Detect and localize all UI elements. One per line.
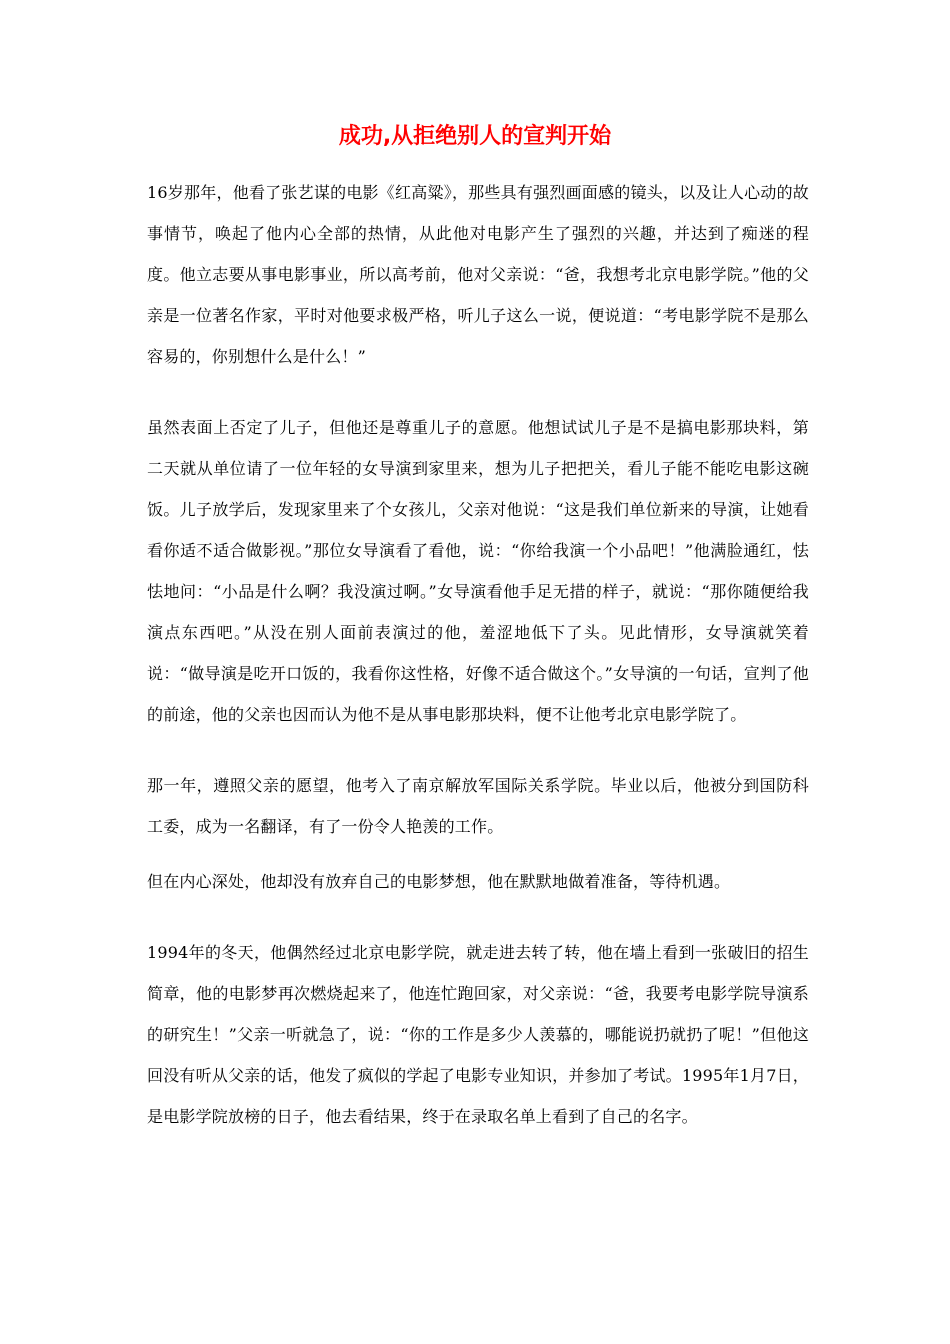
article-body (147, 172, 809, 1167)
paragraph-1: 16岁那年，他看了张艺谋的电影《红高粱》，那些具有强烈画面感的镜头，以及让人心动的故事情节，唤起了他内心全部的热情，从此他对电影产生了强烈的兴趣，并达到了痴迷的程度。他立志要从事电影事业，所以高考前，他对父亲说：“爸，我想考北京电影学院。”他的父亲是一位著名作家，平时对他要求极严格，听儿子这么一说，便说道：“考电影学院不是那么容易的，你别想什么是什么！” (147, 183, 809, 366)
paragraph-3: 那一年，遵照父亲的愿望，他考入了南京解放军国际关系学院。毕业以后，他被分到国防科工委，成为一名翻译，有了一份令人艳羡的工作。 (147, 776, 809, 836)
paragraph-4: 但在内心深处，他却没有放弃自己的电影梦想，他在默默地做着准备，等待机遇。 (147, 872, 731, 891)
article-title: 成功,从拒绝别人的宣判开始 (338, 124, 612, 149)
paragraph-2: 虽然表面上否定了儿子，但他还是尊重儿子的意愿。他想试试儿子是不是搞电影那块料，第二天就从单位请了一位年轻的女导演到家里来，想为儿子把把关，看儿子能不能吃电影这碗饭。儿子放学后，发现家里来了个女孩儿，父亲对他说：“这是我们单位新来的导演，让她看看你适不适合做影视。”那位女导演看了看他，说：“你给我演一个小品吧！”他满脸通红，怯怯地问：“小品是什么啊？我没演过啊。”女导演看他手足无措的样子，就说：“那你随便给我演点东西吧。”从没在别人面前表演过的他，羞涩地低下了头。见此情形，女导演就笑着说：“做导演是吃开口饭的，我看你这性格，好像不适合做这个。”女导演的一句话，宣判了他的前途，他的父亲也因而认为他不是从事电影那块料，便不让他考北京电影学院了。 (147, 418, 809, 724)
paragraph-5: 1994年的冬天，他偶然经过北京电影学院，就走进去转了转，他在墙上看到一张破旧的招生简章，他的电影梦再次燃烧起来了，他连忙跑回家，对父亲说：“爸，我要考电影学院导演系的研究生！”父亲一听就急了，说：“你的工作是多少人羡慕的，哪能说扔就扔了呢！”但他这回没有听从父亲的话，他发了疯似的学起了电影专业知识，并参加了考试。1995年1月7日，是电影学院放榜的日子，他去看结果，终于在录取名单上看到了自己的名字。 (147, 943, 809, 1126)
